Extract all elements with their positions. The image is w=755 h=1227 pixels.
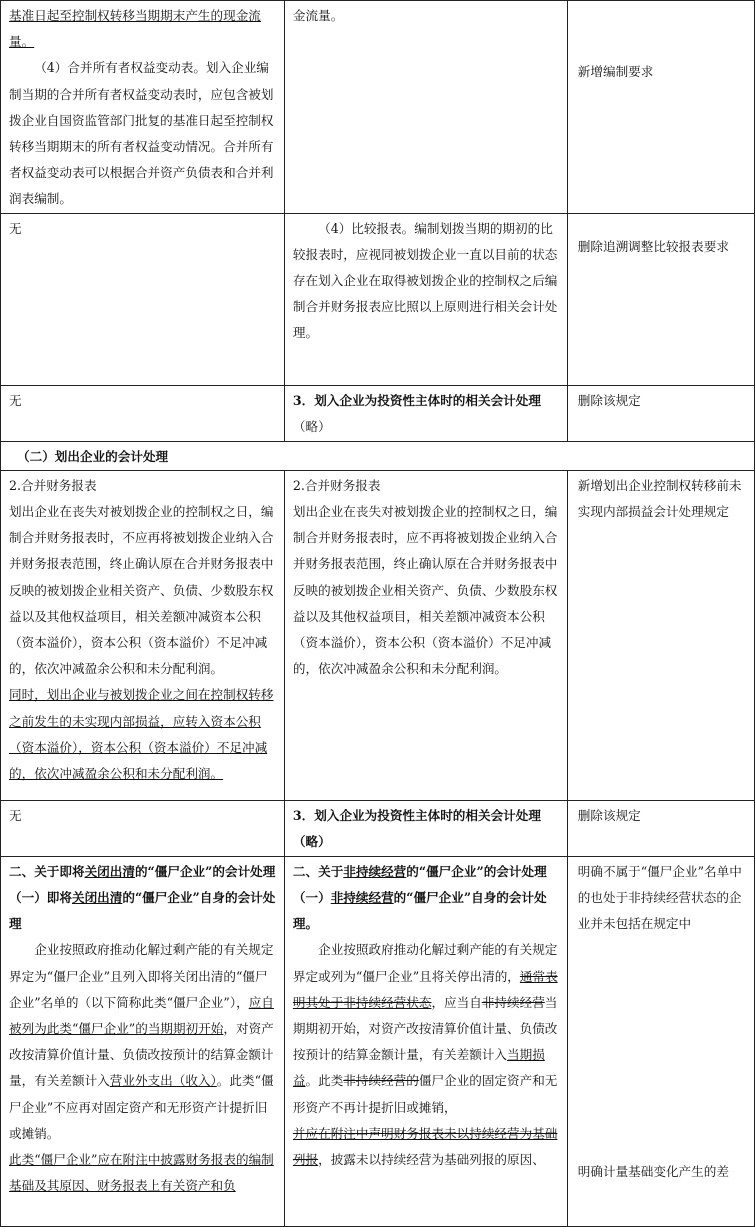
new-text: 3．划入企业为投资性主体时的相关会计处理 bbox=[292, 392, 541, 408]
table-row bbox=[1, 213, 755, 385]
note-cell bbox=[567, 856, 754, 1226]
new-text-cell bbox=[284, 385, 567, 441]
new-text: 企业按照政府推动化解过剩产能的有关规定界定或列为“僵尸企业”且将关停出清的，通常表明其处于非持续经营状态，应当自非持续经营当期期初开始，对资产改按清算价值计量、负债改按预计的结算金额计量，有关差额计入当期损益。此类非持续经营的僵尸企业的固定资产和无形资产不再计提折旧或摊销， bbox=[292, 942, 558, 1115]
new-text-cell bbox=[284, 856, 567, 1226]
new-text: 并应在附注中声明财务报表未以持续经营为基础列报，披露未以持续经营为基础列报的原因、 bbox=[292, 1125, 558, 1168]
table-row bbox=[1, 1, 755, 214]
old-text: 2.合并财务报表 bbox=[9, 477, 97, 493]
new-text-cell bbox=[284, 470, 567, 800]
change-note: 删除该规定 bbox=[577, 392, 641, 408]
new-text: 2.合并财务报表 bbox=[292, 477, 381, 493]
change-note: 明确计量基础变化产生的差 bbox=[577, 1164, 729, 1180]
old-text-added: 同时，划出企业与被划拨企业之间在控制权转移之前发生的未实现内部损益，应转入资本公积（资本溢价），资本公积（资本溢价）不足冲减的，依次冲减盈余公积和未分配利润。 bbox=[9, 687, 274, 782]
new-text: 金流量。 bbox=[292, 8, 344, 23]
note-cell bbox=[567, 800, 754, 856]
old-text-cell bbox=[1, 470, 285, 800]
new-text: （略） bbox=[292, 418, 331, 434]
change-note: 删除追溯调整比较报表要求 bbox=[577, 238, 729, 254]
old-text: 量。 bbox=[9, 34, 35, 50]
table-row bbox=[1, 470, 755, 800]
old-text: 此类“僵尸企业”应在附注中披露财务报表的编制基础及其原因、财务报表上有关资产和负 bbox=[9, 1152, 274, 1194]
new-text: （4）比较报表。编制划拨当期的期初的比较报表时，应视同被划拨企业一直以目前的状态存在划入企业在取得被划拨企业的控制权之后编制合并财务报表应比照以上原则进行相关会计处理。 bbox=[292, 220, 558, 341]
old-text: 划出企业在丧失对被划拨企业的控制权之日，编制合并财务报表时，不应再将被划拨企业纳入合并财务报表范围，终止确认原在合并财务报表中反映的被划拨企业相关资产、负债、少数股东权益以及其他权益项目，相关差额冲减资本公积（资本溢价），资本公积（资本溢价）不足冲减的，依次冲减盈余公积和未分配利润。 bbox=[9, 504, 274, 677]
old-heading: 二、关于即将关闭出清的“僵尸企业”的会计处理（一）即将关闭出清的“僵尸企业”自身的会计处理 bbox=[9, 863, 276, 932]
section-title: （二）划出企业的会计处理 bbox=[1, 441, 755, 470]
new-text-cell bbox=[284, 213, 567, 385]
old-text-cell bbox=[1, 385, 285, 441]
change-note: 明确不属于“僵尸企业”名单中的也处于非持续经营状态的企业并未包括在规定中 bbox=[577, 863, 742, 932]
new-text-cell bbox=[284, 800, 567, 856]
new-heading: 二、关于非持续经营的“僵尸企业”的会计处理（一）非持续经营的“僵尸企业”自身的会计处理。 bbox=[292, 863, 547, 932]
table-row bbox=[1, 800, 755, 856]
old-text: 基准日起至控制权转移当期期末产生的现金流 bbox=[9, 8, 261, 23]
old-text-cell bbox=[1, 856, 285, 1226]
old-text: （4）合并所有者权益变动表。划入企业编制当期的合并所有者权益变动表时，应包含被划拨企业自国资监管部门批复的基准日起至控制权转移当期期末的所有者权益变动情况。合并所有者权益变动表可以根据合并资产负债表和合并利润表编制。 bbox=[9, 60, 274, 207]
note-cell bbox=[567, 213, 754, 385]
old-text-cell bbox=[1, 800, 285, 856]
note-cell bbox=[567, 470, 754, 800]
section-row bbox=[1, 441, 755, 470]
new-text-cell bbox=[284, 1, 567, 214]
new-text: 划出企业在丧失对被划拨企业的控制权之日，编制合并财务报表时，应不再将被划拨企业纳入合并财务报表范围，终止确认原在合并财务报表中反映的被划拨企业相关资产、负债、少数股东权益以及其他权益项目，相关差额冲减资本公积（资本溢价），资本公积（资本溢价）不足冲减的，依次冲减盈余公积和未分配利润。 bbox=[292, 504, 558, 677]
change-note: 新增划出企业控制权转移前未实现内部损益会计处理规定 bbox=[577, 477, 742, 520]
new-text: （略） bbox=[292, 834, 331, 850]
change-note: 新增编制要求 bbox=[577, 64, 654, 79]
change-note: 删除该规定 bbox=[577, 807, 641, 823]
new-text: 3．划入企业为投资性主体时的相关会计处理 bbox=[292, 807, 541, 823]
table-row bbox=[1, 385, 755, 441]
old-text: 无 bbox=[9, 392, 22, 408]
old-text: 无 bbox=[9, 807, 22, 823]
old-text-cell bbox=[1, 1, 285, 214]
table-row bbox=[1, 856, 755, 1226]
old-text: 企业按照政府推动化解过剩产能的有关规定界定为“僵尸企业”且列入即将关闭出清的“僵尸企业”名单的（以下简称此类“僵尸企业”），应自被列为此类“僵尸企业”的当期期初开始，对资产改按清算价值计量、负债改按预计的结算金额计量，有关差额计入营业外支出（收入）。此类“僵尸企业”不应再对固定资产和无形资产计提折旧或摊销。 bbox=[9, 942, 274, 1141]
old-text: 无 bbox=[9, 220, 22, 236]
old-text-cell bbox=[1, 213, 285, 385]
note-cell bbox=[567, 1, 754, 214]
note-cell bbox=[567, 385, 754, 441]
